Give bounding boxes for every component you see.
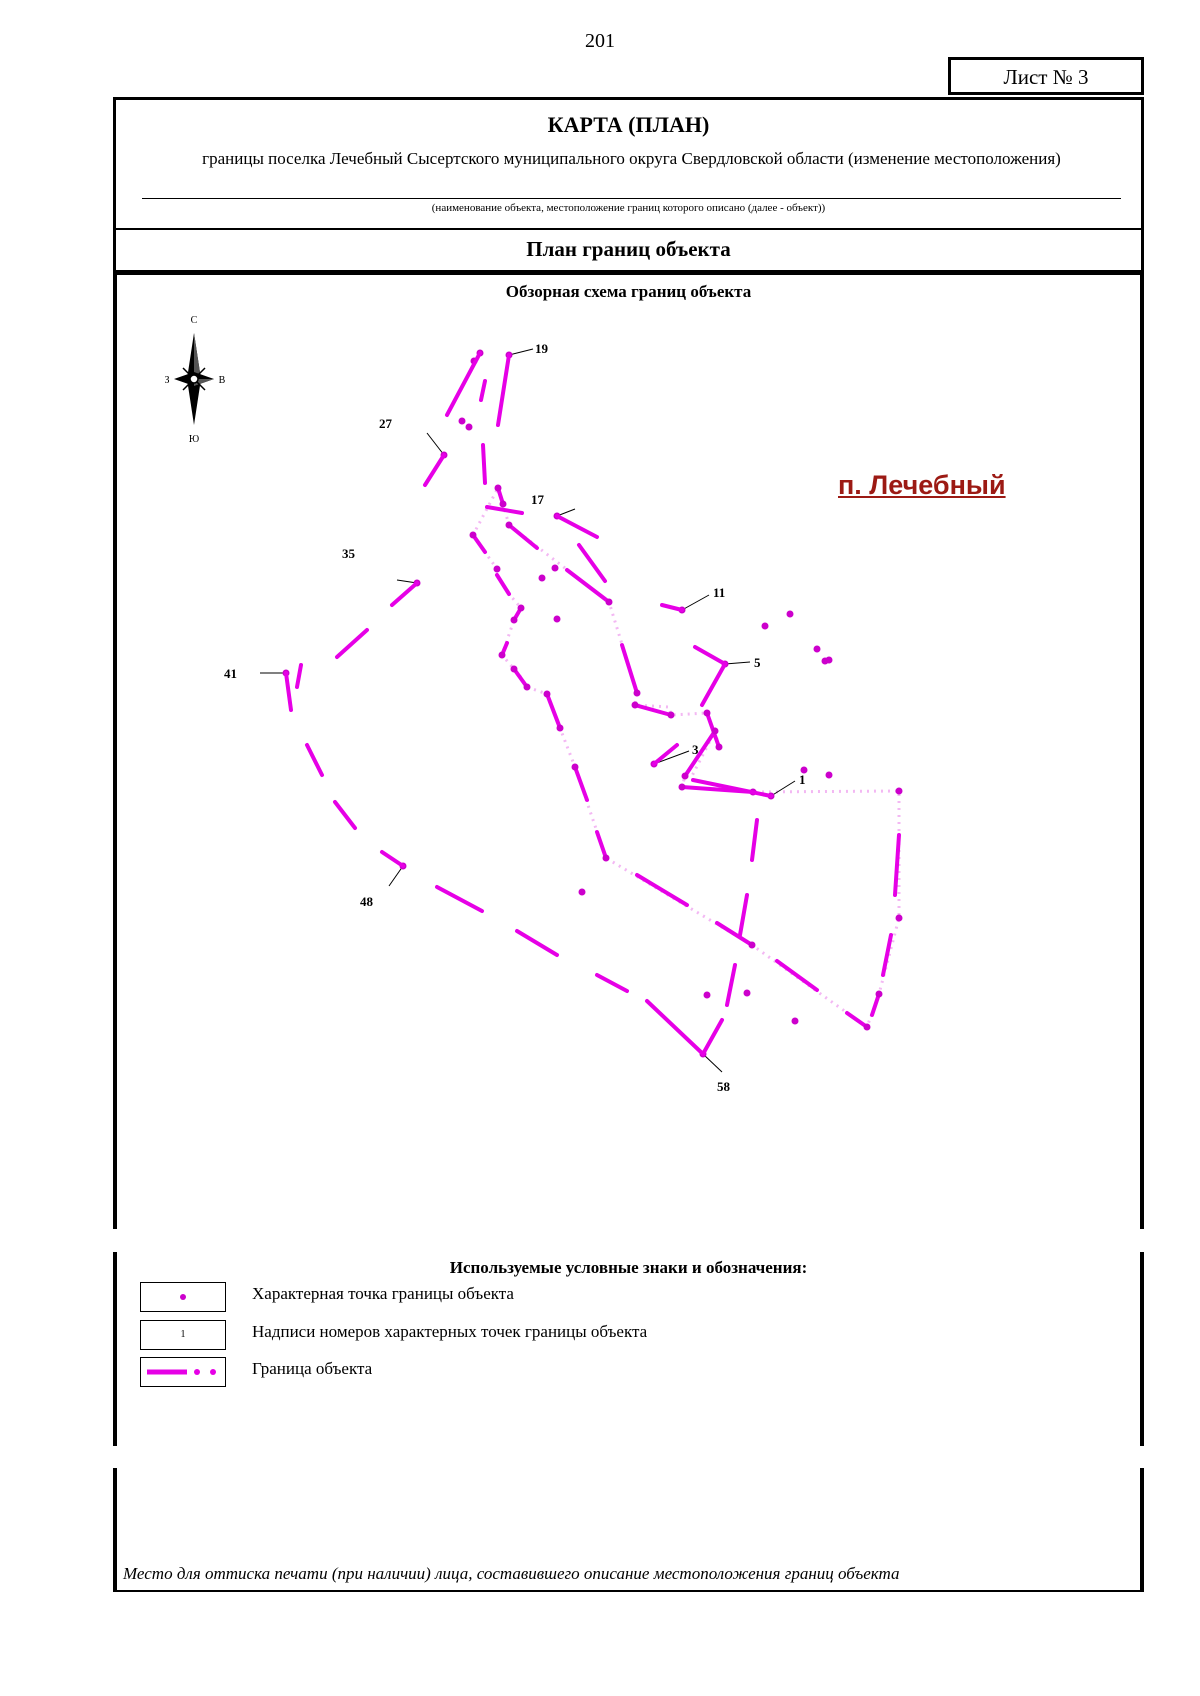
point-label-5: 5	[754, 655, 761, 670]
point-label-35: 35	[342, 546, 355, 561]
compass-rose-icon	[164, 315, 225, 445]
legend-point-symbol	[140, 1282, 226, 1312]
point-number-labels	[224, 341, 806, 1094]
boundary-line-icon	[141, 1358, 225, 1385]
header-box	[113, 97, 1144, 273]
legend-item-point: Характерная точка границы объекта	[252, 1284, 514, 1303]
point-label-17: 17	[531, 492, 544, 507]
point-label-58: 58	[717, 1079, 730, 1094]
legend-number-symbol: 1	[140, 1320, 226, 1350]
map-panel	[113, 273, 1144, 1229]
place-name: п. Лечебный	[838, 470, 1006, 500]
legend-panel	[113, 1252, 1144, 1446]
map-title: КАРТА (ПЛАН)	[547, 112, 710, 137]
legend-item-boundary: Граница объекта	[252, 1359, 373, 1378]
boundary-map	[117, 275, 1140, 1229]
point-label-48: 48	[360, 894, 373, 909]
plan-title: План границ объекта	[526, 237, 731, 261]
scheme-title: Обзорная схема границ объекта	[505, 282, 752, 301]
legend-boundary-symbol	[140, 1357, 226, 1387]
legend-item-number: Надписи номеров характерных точек границы объекта	[252, 1322, 648, 1341]
boundary-segments	[473, 488, 899, 1027]
object-name: границы поселка Лечебный Сысертского муниципального округа Свердловской области (изменение местоположения)	[202, 149, 1061, 168]
compass-north-label: С	[190, 315, 198, 326]
stamp-note: Место для оттиска печати (при наличии) лица, составившего описание местоположения границ объекта	[123, 1564, 900, 1583]
point-label-27: 27	[379, 416, 392, 431]
point-label-11: 11	[713, 585, 726, 600]
point-leaders	[260, 349, 795, 1072]
object-name-underline	[142, 198, 1121, 199]
sheet-number: Лист № 3	[948, 57, 1144, 95]
point-label-41: 41	[224, 666, 237, 681]
compass-west-label: З	[164, 375, 170, 386]
compass-south-label: Ю	[188, 434, 200, 445]
point-label-3: 3	[692, 742, 699, 757]
compass-east-label: В	[218, 375, 226, 386]
point-icon	[180, 1294, 186, 1300]
legend-title: Используемые условные знаки и обозначения:	[449, 1258, 808, 1277]
point-label-19: 19	[535, 341, 548, 356]
characteristic-points	[459, 418, 903, 1031]
point-label-1: 1	[799, 772, 806, 787]
boundary-line	[473, 488, 899, 1027]
stamp-panel	[113, 1468, 1144, 1592]
header-divider	[116, 228, 1141, 230]
object-name-caption: (наименование объекта, местоположение границ которого описано (далее - объект))	[431, 202, 826, 214]
page-number: 201	[585, 30, 615, 52]
